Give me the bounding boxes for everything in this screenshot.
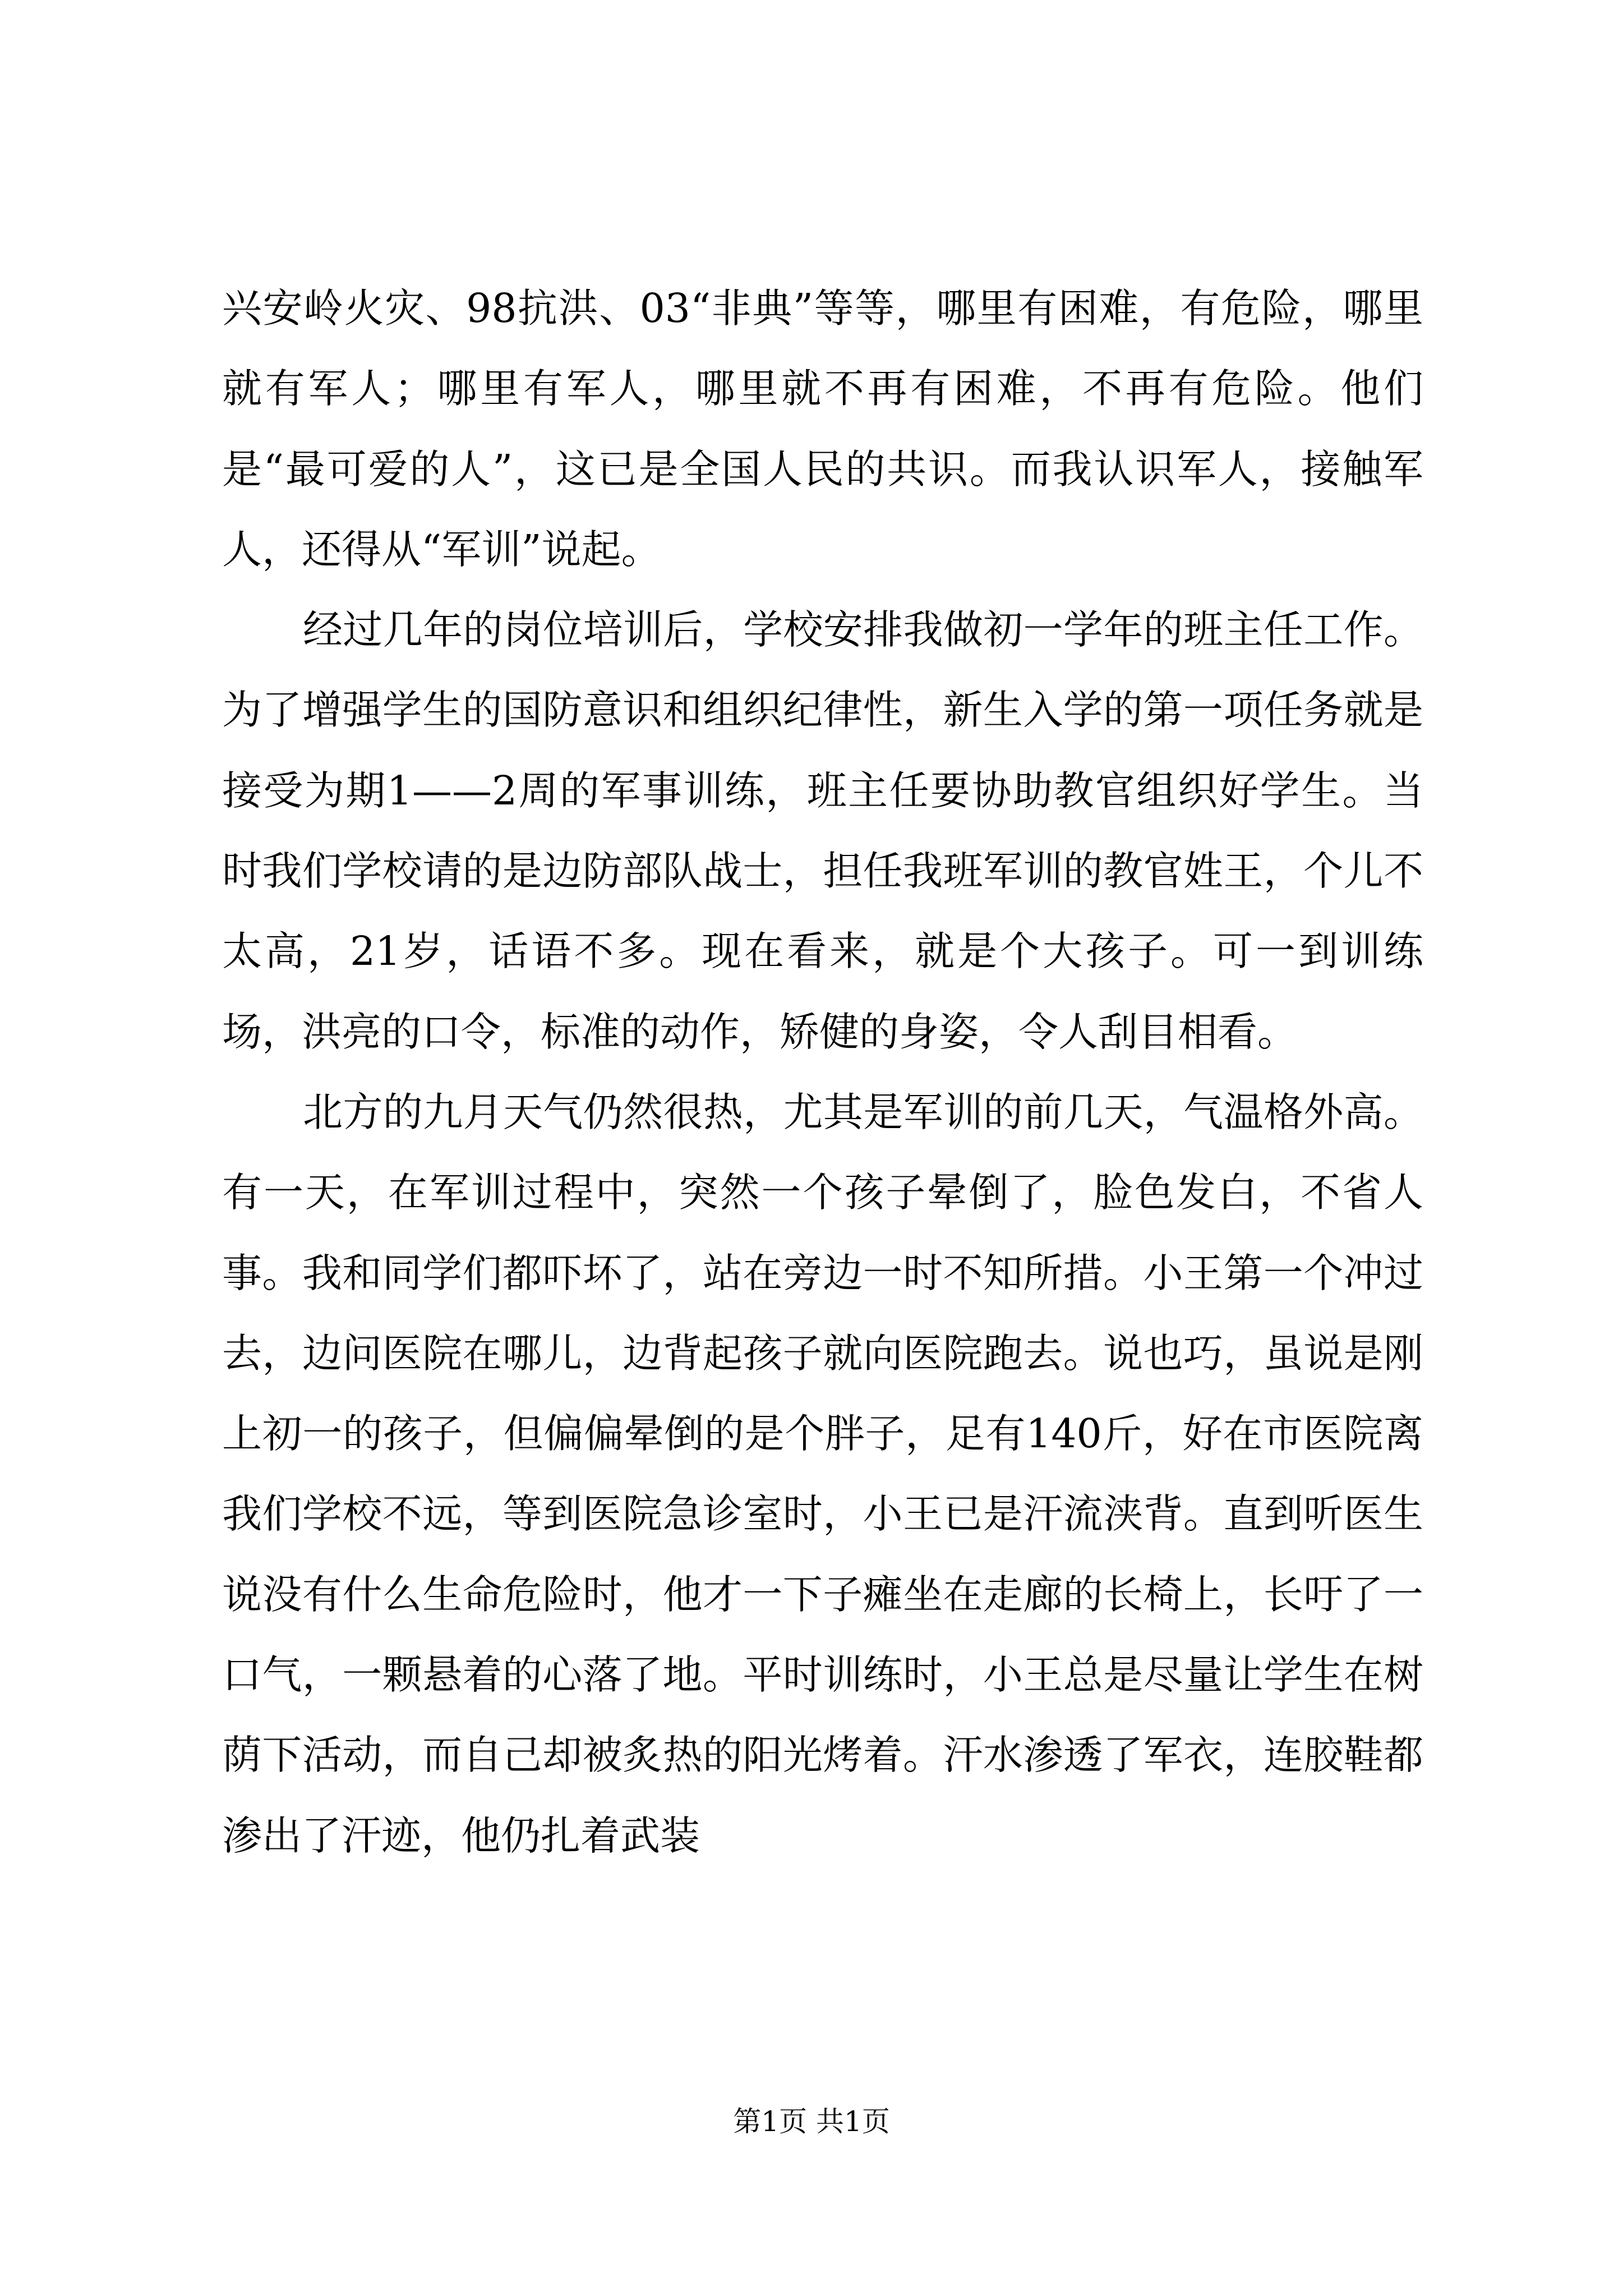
document-body xyxy=(222,268,1423,1876)
page-number-label: 第1页 共1页 xyxy=(733,2105,890,2138)
page-footer xyxy=(0,2105,1623,2138)
paragraph-2: 经过几年的岗位培训后，学校安排我做初一学年的班主任工作。为了增强学生的国防意识和组织纪律性，新生入学的第一项任务就是接受为期1——2周的军事训练，班主任要协助教官组织好学生。当时我们学校请的是边防部队战士，担任我班军训的教官姓王，个儿不太高，21岁，话语不多。现在看来，就是个大孩子。可一到训练场，洪亮的口令，标准的动作，矫健的身姿，令人刮目相看。 xyxy=(222,606,1423,1055)
paragraph-1: 兴安岭火灾、98抗洪、03“非典”等等，哪里有困难，有危险，哪里就有军人；哪里有军人，哪里就不再有困难，不再有危险。他们是“最可爱的人”，这已是全国人民的共识。而我认识军人，接触军人，还得从“军训”说起。 xyxy=(222,285,1423,573)
paragraph-3: 北方的九月天气仍然很热，尤其是军训的前几天，气温格外高。有一天，在军训过程中，突然一个孩子晕倒了，脸色发白，不省人事。我和同学们都吓坏了，站在旁边一时不知所措。小王第一个冲过去，边问医院在哪儿，边背起孩子就向医院跑去。说也巧，虽说是刚上初一的孩子，但偏偏晕倒的是个胖子，足有140斤，好在市医院离我们学校不远，等到医院急诊室时，小王已是汗流浃背。直到听医生说没有什么生命危险时，他才一下子瘫坐在走廊的长椅上，长吁了一口气，一颗悬着的心落了地。平时训练时，小王总是尽量让学生在树荫下活动，而自己却被炙热的阳光烤着。汗水渗透了军衣，连胶鞋都渗出了汗迹，他仍扎着武装 xyxy=(222,1088,1423,1859)
